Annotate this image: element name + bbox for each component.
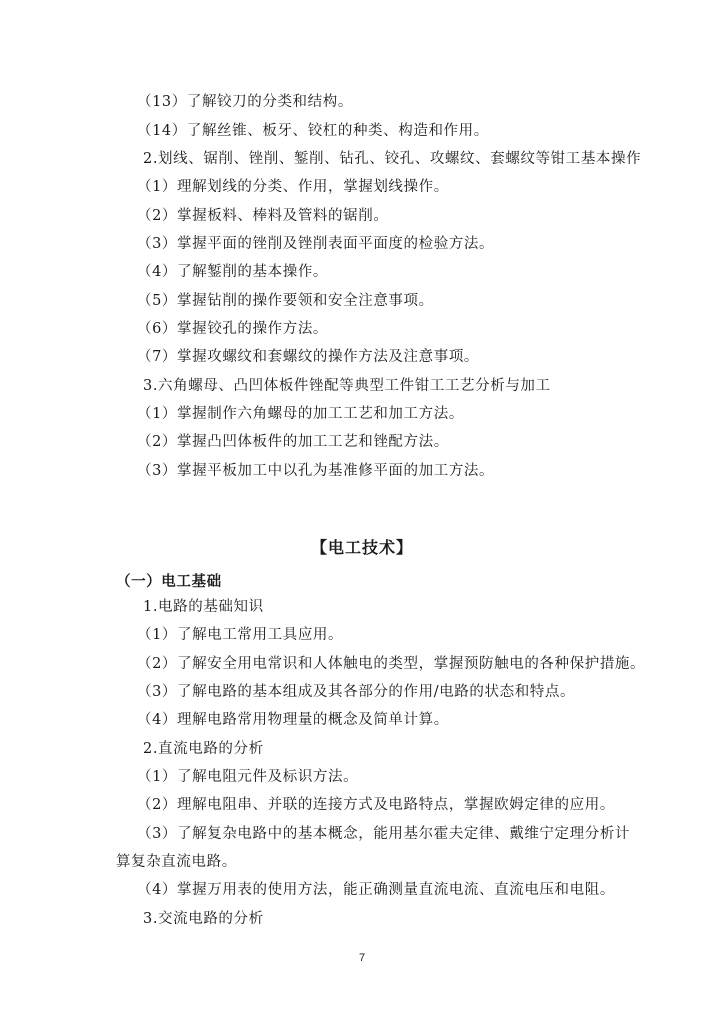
page-number: 7: [358, 952, 366, 964]
list-item: （3）了解电路的基本组成及其各部分的作用/电路的状态和特点。: [137, 684, 576, 700]
list-item: （5）掌握钻削的操作要领和安全注意事项。: [137, 293, 434, 309]
list-item: （4）理解电路常用物理量的概念及简单计算。: [137, 712, 449, 728]
section-title: （一）电工基础: [116, 574, 222, 590]
list-item: （2）掌握凸凹体板件的加工工艺和锉配方法。: [137, 434, 449, 450]
list-item: 1.电路的基础知识: [143, 599, 264, 615]
list-item: （3）掌握平板加工中以孔为基准修平面的加工方法。: [137, 463, 495, 479]
list-item: （1）了解电工常用工具应用。: [137, 627, 344, 643]
list-item: （1）理解划线的分类、作用，掌握划线操作。: [137, 179, 449, 195]
chapter-heading: 【电工技术】: [310, 538, 413, 557]
list-item: 2.直流电路的分析: [143, 741, 264, 757]
list-item: 3.交流电路的分析: [143, 911, 264, 927]
list-item-continuation: 算复杂直流电路。: [116, 854, 237, 870]
list-item: （1）掌握制作六角螺母的加工工艺和加工方法。: [137, 406, 464, 422]
list-item: （4）了解錾削的基本操作。: [137, 264, 329, 280]
list-item: （7）掌握攻螺纹和套螺纹的操作方法及注意事项。: [137, 349, 480, 365]
list-item: （3）了解复杂电路中的基本概念，能用基尔霍夫定律、戴维宁定理分析计: [137, 826, 631, 842]
list-item: （1）了解电阻元件及标识方法。: [137, 769, 359, 785]
list-item: （14）了解丝锥、板牙、铰杠的种类、构造和作用。: [137, 123, 489, 139]
list-item: 3.六角螺母、凸凹体板件锉配等典型工件钳工工艺分析与加工: [143, 378, 551, 394]
list-item: （13）了解铰刀的分类和结构。: [137, 94, 353, 110]
list-item: 2.划线、锯削、锉削、錾削、钻孔、铰孔、攻螺纹、套螺纹等钳工基本操作: [143, 151, 642, 167]
list-item: （2）了解安全用电常识和人体触电的类型，掌握预防触电的各种保护措施。: [137, 656, 646, 672]
list-item: （4）掌握万用表的使用方法，能正确测量直流电流、直流电压和电阻。: [137, 882, 615, 898]
list-item: （6）掌握铰孔的操作方法。: [137, 321, 329, 337]
list-item: （2）掌握板料、棒料及管料的锯削。: [137, 208, 389, 224]
list-item: （2）理解电阻串、并联的连接方式及电路特点，掌握欧姆定律的应用。: [137, 797, 615, 813]
list-item: （3）掌握平面的锉削及锉削表面平面度的检验方法。: [137, 236, 495, 252]
